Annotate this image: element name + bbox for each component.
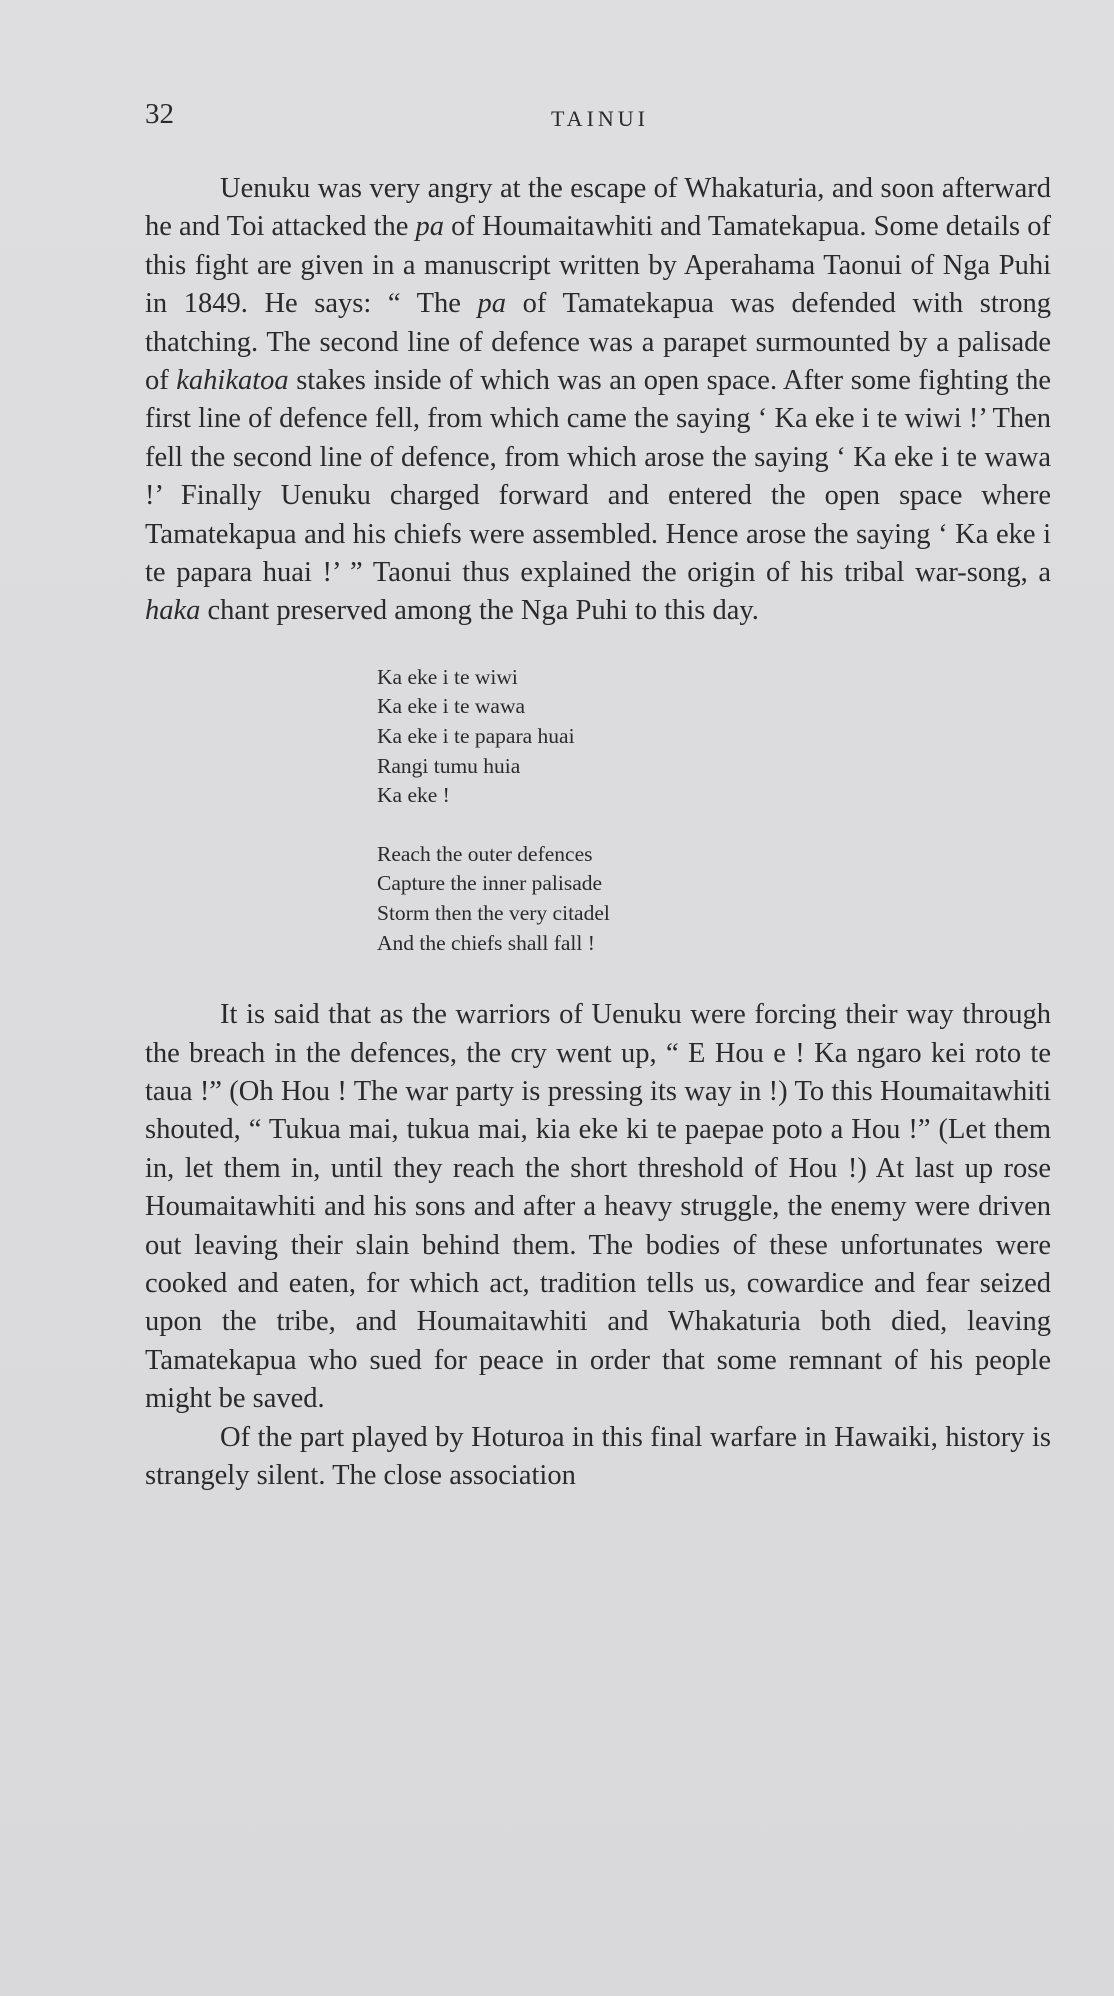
- chant-maori-stanza: [377, 663, 1051, 811]
- italic-term: kahikatoa: [176, 365, 289, 397]
- page-header: [145, 98, 1055, 138]
- chant-translation-line: Reach the outer defences: [377, 841, 593, 866]
- chant-line: Ka eke i te wawa: [377, 694, 526, 719]
- italic-term: haka: [145, 595, 201, 627]
- haka-chant: [377, 663, 1051, 958]
- chant-translation-line: And the chiefs shall fall !: [377, 930, 595, 955]
- body-text: [145, 170, 1051, 1496]
- paragraph: [145, 170, 1051, 631]
- text-span: of Houmaitawhiti and Tamatekapua. Some details of this fight are given in a manuscript written by Aperahama Taonui of Nga Puhi in 1849. He says: “ The: [145, 211, 1052, 320]
- text-span: of Tamatekapua was defended with strong thatching. The second line of defence was a parapet surmounted by a palisade of: [145, 288, 1051, 397]
- chant-translation-line: Capture the inner palisade: [377, 871, 603, 896]
- italic-term: pa: [477, 288, 507, 320]
- text-span: Uenuku was very angry at the escape of Whakaturia, and soon afterward he and Toi attacked the: [145, 173, 1051, 243]
- text-span: chant preserved among the Nga Puhi to this day.: [200, 595, 759, 627]
- paragraph: It is said that as the warriors of Uenuku were forcing their way through the breach in the defences, the cry went up, “ E Hou e ! Ka ngaro kei roto te taua !” (Oh Hou ! The war party is pressing its way in !) To this Houmaitawhiti shouted, “ Tukua mai, tukua mai, kia eke ki te paepae poto a Hou !” (Let them in, let them in, until they reach the short threshold of Hou !) At last up rose Houmaitawhiti and his sons and after a heavy struggle, the enemy were driven out leaving their slain behind them. The bodies of these unfortunates were cooked and eaten, for which act, tradition tells us, cowardice and fear seized upon the tribe, and Houmaitawhiti and Whakaturia both died, leaving Tamatekapua who sued for peace in order that some remnant of his people might be saved.: [145, 999, 1051, 1415]
- chant-line: Ka eke i te papara huai: [377, 724, 575, 749]
- chant-translation-line: Storm then the very citadel: [377, 901, 610, 926]
- chant-line: Rangi tumu huia: [377, 753, 521, 778]
- text-span: stakes inside of which was an open space. After some fighting the first line of defence fell, from which came the saying ‘ Ka eke i te wiwi !’ Then fell the second line of defence, from which arose the saying ‘ Ka eke i te wawa !’ Finally Uenuku charged forward and entered the open space where Tamatekapua and his chiefs were assembled. Hence arose the saying ‘ Ka eke i te papara huai !’ ” Taonui thus explained the origin of his tribal war-song, a: [145, 365, 1051, 589]
- spacer: [145, 958, 1051, 996]
- chant-line: Ka eke i te wiwi: [377, 664, 518, 689]
- running-head: TAINUI: [551, 106, 649, 131]
- italic-term: pa: [415, 211, 445, 243]
- chant-line: Ka eke !: [377, 783, 450, 808]
- page-number: 32: [145, 98, 174, 130]
- paragraph: Of the part played by Hoturoa in this final warfare in Hawaiki, history is strangely silent. The close association: [145, 1421, 1051, 1492]
- chant-english-stanza: [377, 840, 1051, 958]
